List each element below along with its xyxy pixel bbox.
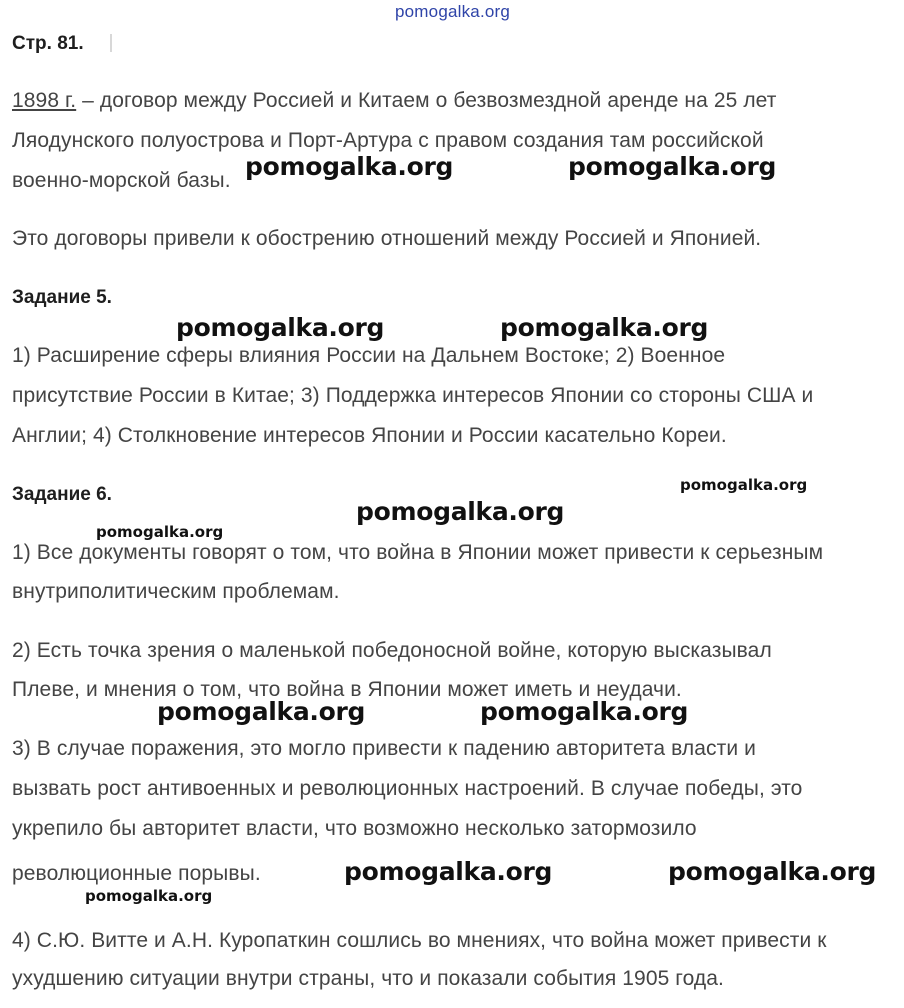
watermark: pomogalka.org bbox=[356, 497, 565, 526]
paragraph-1-line-1 bbox=[12, 89, 776, 113]
paragraph-2: Это договоры привели к обострению отношений между Россией и Японией. bbox=[12, 227, 762, 250]
watermark: pomogalka.org bbox=[680, 476, 808, 494]
task-6-answer-3-line-4: революционные порывы. bbox=[12, 862, 261, 885]
task-6-answer-4-line-2: ухудшению ситуации внутри страны, что и показали события 1905 года. bbox=[12, 967, 724, 990]
watermark: pomogalka.org bbox=[344, 857, 553, 886]
task-6-answer-1-line-2: внутриполитическим проблемам. bbox=[12, 580, 340, 603]
task-6-answer-4-line-1: 4) С.Ю. Витте и А.Н. Куропаткин сошлись во мнениях, что война может привести к bbox=[12, 929, 827, 952]
watermark: pomogalka.org bbox=[668, 857, 877, 886]
watermark: pomogalka.org bbox=[568, 152, 777, 181]
paragraph-1-line-3: военно-морской базы. bbox=[12, 169, 231, 192]
scan-mark bbox=[110, 34, 112, 52]
watermark: pomogalka.org bbox=[245, 152, 454, 181]
watermark: pomogalka.org bbox=[500, 313, 709, 342]
task-6-answer-2-line-1: 2) Есть точка зрения о маленькой победоносной войне, которую высказывал bbox=[12, 639, 772, 662]
task-6-title: Задание 6. bbox=[12, 484, 112, 505]
task-6-answer-3-line-2: вызвать рост антивоенных и революционных настроений. В случае победы, это bbox=[12, 777, 803, 800]
year-1898: 1898 г. bbox=[12, 89, 77, 112]
paragraph-1-line-2: Ляодунского полуострова и Порт-Артура с правом создания там российской bbox=[12, 129, 764, 152]
task-5-line-2: присутствие России в Китае; 3) Поддержка интересов Японии со стороны США и bbox=[12, 384, 814, 407]
watermark: pomogalka.org bbox=[176, 313, 385, 342]
paragraph-1-line-1-text: – договор между Россией и Китаем о безвозмездной аренде на 25 лет bbox=[76, 89, 777, 112]
page-heading: Стр. 81. bbox=[12, 33, 84, 54]
task-6-answer-3-line-1: 3) В случае поражения, это могло привести к падению авторитета власти и bbox=[12, 737, 756, 760]
task-6-answer-1-line-1: 1) Все документы говорят о том, что война в Японии может привести к серьезным bbox=[12, 541, 824, 564]
watermark: pomogalka.org bbox=[480, 697, 689, 726]
watermark: pomogalka.org bbox=[96, 523, 224, 541]
task-5-line-3: Англии; 4) Столкновение интересов Японии и России касательно Кореи. bbox=[12, 424, 727, 447]
task-5-title: Задание 5. bbox=[12, 287, 112, 308]
task-5-line-1: 1) Расширение сферы влияния России на Дальнем Востоке; 2) Военное bbox=[12, 344, 726, 367]
task-6-answer-2-line-2: Плеве, и мнения о том, что война в Японии может иметь и неудачи. bbox=[12, 678, 682, 701]
watermark: pomogalka.org bbox=[157, 697, 366, 726]
task-6-answer-3-line-3: укрепило бы авторитет власти, что возможно несколько затормозило bbox=[12, 817, 697, 840]
site-watermark-top: pomogalka.org bbox=[395, 2, 511, 21]
watermark: pomogalka.org bbox=[85, 887, 213, 905]
